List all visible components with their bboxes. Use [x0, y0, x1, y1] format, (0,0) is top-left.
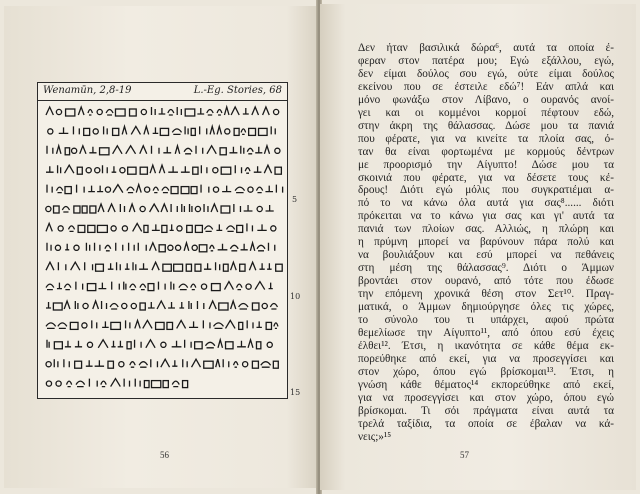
- hieroglyph-line: [47, 185, 283, 194]
- text-line: βροντάει στον ουρανό, από τότε που έδωσε: [358, 275, 614, 288]
- hieroglyph-line: [46, 262, 282, 271]
- text-line: σκοινιά που φέρατε, για να δέσετε τους κέ-: [358, 171, 614, 184]
- text-line: ταν θα είναι φορτωμένα με κορμούς δέντρων: [358, 145, 614, 158]
- left-page: [4, 6, 318, 488]
- hieroglyph-line: [46, 320, 278, 329]
- text-line: Δεν ήταν βασιλικά δώρα⁶, αυτά τα οποία έ-: [358, 42, 614, 54]
- text-line: μόνο φωνάξω στον Λίβανο, ο ουρανός ανοί-: [358, 93, 614, 106]
- greek-text-block: [358, 42, 614, 444]
- text-line: που φέρατε, για να κινείτε τα πλοία σας, ό-: [358, 132, 614, 145]
- page-number-right: 57: [460, 450, 469, 460]
- plate-header-left: Wenamūn, 2,8-19: [43, 85, 132, 96]
- text-line: την επόμενη χρονικά θέση στον Σετ¹⁰. Πραγ-: [358, 288, 614, 301]
- page-number-left: 56: [160, 450, 169, 460]
- line-marker-5: 5: [292, 195, 298, 204]
- text-line: πό το να κάνω όλα αυτά για σας⁸...... διότι: [358, 197, 614, 210]
- text-line: έλθει¹². Έτσι, η ικανότητα σε κάθε θέμα εκ-: [358, 339, 614, 352]
- text-line: νεις;»¹⁵: [358, 430, 392, 443]
- text-line: ματικά, ο Άμμων δημιούργησε όλες τις χώρες,: [358, 301, 614, 314]
- text-line: με προορισμό την Αίγυπτο! Δώσε μου τα: [358, 158, 614, 171]
- hieroglyph-line: [46, 223, 276, 232]
- hieroglyph-line: [47, 243, 275, 252]
- text-line: στον χώρο, όπου εγώ βρίσκομαι¹³. Έτσι, η: [358, 365, 614, 378]
- text-line: η πρύμνη μπορεί να βαρύνουν πάρα πολύ και: [358, 236, 614, 249]
- hieroglyph-line: [46, 359, 278, 368]
- hieroglyph-line: [46, 301, 277, 310]
- hieroglyph-line: [47, 340, 272, 349]
- text-line: θεμελίωσε την Αίγυπτο¹¹, από όπου εσύ έχεις: [358, 326, 614, 339]
- hieroglyph-lines: [38, 83, 289, 400]
- plate-header-right: L.-Eg. Stories, 68: [193, 85, 282, 96]
- hieroglyph-line: [46, 204, 274, 213]
- text-line: δεν είμαι δούλος σου εγώ, ούτε είμαι δούλος: [358, 67, 614, 80]
- hieroglyph-line: [46, 165, 281, 174]
- line-marker-10: 10: [290, 292, 301, 301]
- text-line: δρους! Διότι εγώ μόλις που συγκρατιέμαι α-: [358, 184, 614, 197]
- hieroglyph-line: [46, 107, 279, 116]
- text-line: στην άκρη της θάλασσας. Δώσε μου τα πανιά: [358, 119, 614, 132]
- hieroglyph-line: [46, 379, 187, 388]
- text-line: το σύνολο του τι υπάρχει, αφού πρώτα: [358, 314, 614, 327]
- hieroglyph-line: [47, 146, 280, 155]
- hieroglyph-line: [46, 282, 273, 291]
- text-line: γει και οι κομμένοι κορμοί πέφτουν εδώ,: [358, 106, 614, 119]
- text-line: γνώση κάθε θέματος¹⁴ εκπορεύθηκε από εκεί,: [358, 378, 614, 391]
- text-line: στη μέση της θάλασσας⁹. Διότι ο Άμμων: [358, 262, 614, 275]
- text-line: να βουλιάξουν και εσύ μπορεί να πεθάνεις: [358, 249, 614, 262]
- hieroglyph-line: [48, 126, 276, 135]
- text-line: εκείνου που σε έστειλε εδώ⁷! Εάν απλά και: [358, 80, 614, 93]
- text-line: πορεύθηκε από εκεί, για να προσεγγίσει και: [358, 352, 614, 365]
- text-line: βρίσκομαι. Τι σόι πράγματα είναι αυτά τα: [358, 404, 614, 417]
- line-marker-15: 15: [290, 388, 301, 397]
- text-line: τρελά ταξίδια, τα οποία σε έβαλαν να κά-: [358, 417, 614, 430]
- text-line: πρόκειται να το κάνω για σας και γι' αυτά τα: [358, 210, 614, 223]
- text-line: φεραν στον πατέρα μου; Εγώ εξάλλου, εγώ,: [358, 54, 614, 67]
- text-line: πανιά των πλοίων σας. Αλλιώς, η πλώρη και: [358, 223, 614, 236]
- text-line: για να προσεγγίσει και στον χώρο, όπου εγώ: [358, 391, 614, 404]
- hieroglyph-plate: [37, 82, 288, 399]
